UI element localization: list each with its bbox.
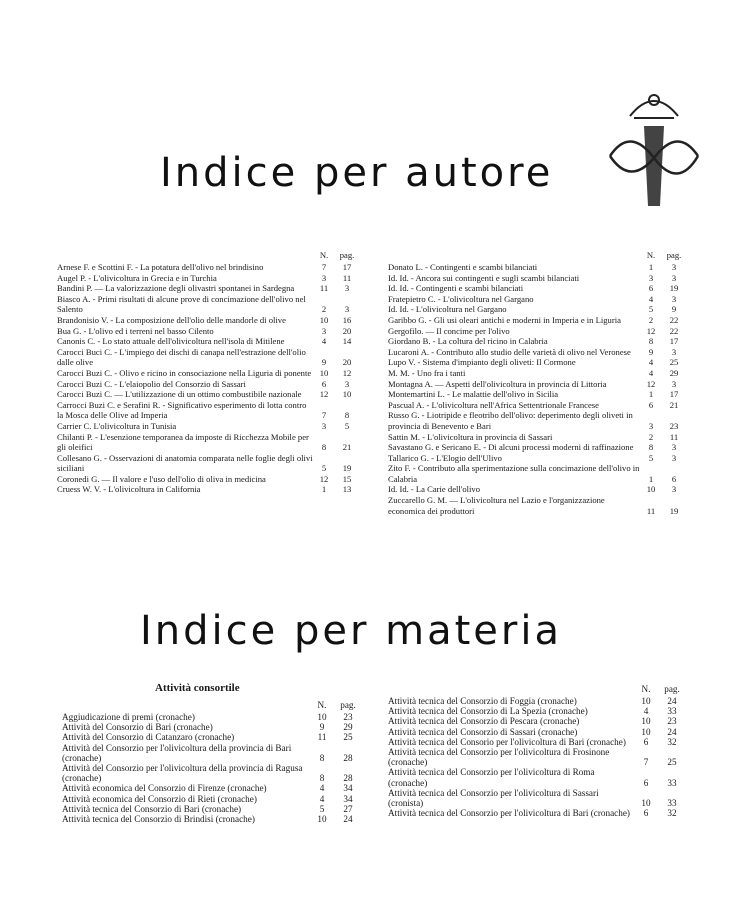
index-entry [388, 808, 686, 818]
entry-text: Attività del Consorzio di Catanzaro (cronache) [62, 732, 235, 743]
column-header-pag: pag. [666, 250, 682, 260]
entry-page-number: 29 [343, 722, 353, 733]
index-entry [388, 294, 686, 305]
index-entry [57, 379, 359, 390]
entry-text: Aggiudicazione di premi (cronache) [62, 712, 195, 722]
subject-index-left-column [62, 700, 362, 824]
index-entry [388, 326, 686, 337]
entry-page-number: 19 [669, 283, 679, 294]
entry-text: Attività tecnica del Consorzio di Foggia (cronache) [388, 696, 577, 706]
entry-issue-number: 3 [648, 272, 654, 283]
entry-issue-number: 1 [321, 484, 327, 495]
entry-page-number: 14 [342, 336, 352, 347]
entry-issue-number: 1 [648, 473, 654, 484]
entry-issue-number: 10 [641, 726, 651, 737]
entry-page-number: 17 [669, 336, 679, 347]
index-entry [62, 743, 362, 763]
index-entry [57, 484, 359, 495]
entry-text: Bandini P. — La valorizzazione degli olivastri spontanei in Sardegna [57, 283, 295, 294]
entry-page-number: 25 [669, 357, 679, 368]
entry-page-number: 20 [342, 325, 352, 336]
entry-page-number: 11 [342, 272, 352, 283]
index-entry [62, 732, 362, 742]
entry-text: Id. Id. - Contingenti e scambi bilanciati [388, 283, 524, 294]
entry-page-number: 24 [343, 814, 353, 825]
section-label: Attività consortile [155, 682, 240, 694]
column-header [62, 700, 362, 712]
entry-text: Carrier C. L'olivicoltura in Tunisia [57, 420, 177, 431]
entry-text: Fratepietro C. - L'olivicoltura nel Gargano [388, 293, 534, 304]
entry-page-number: 33 [667, 706, 677, 717]
entry-issue-number: 7 [643, 757, 649, 768]
entry-page-number: 24 [667, 726, 677, 737]
column-header-n: N. [319, 250, 329, 260]
index-entry [388, 336, 686, 347]
entry-page-number: 22 [669, 314, 679, 325]
index-entry [388, 737, 686, 747]
index-entry [62, 804, 362, 814]
entry-issue-number: 5 [648, 452, 654, 463]
entry-page-number: 3 [344, 283, 350, 294]
entry-text: Attività tecnica del Consorio per l'olivicoltura di Bari (cronache) [388, 736, 626, 747]
entry-page-number: 34 [343, 783, 353, 794]
entry-issue-number: 2 [321, 304, 327, 315]
entry-page-number: 25 [667, 757, 677, 768]
index-entry [62, 712, 362, 722]
entry-text: Gergofilo. — Il concime per l'olivo [388, 325, 510, 336]
index-entry [57, 262, 359, 273]
index-entry [57, 326, 359, 337]
entry-issue-number: 5 [648, 304, 654, 315]
index-entry [388, 463, 686, 484]
index-entry [388, 347, 686, 358]
entry-text: Carocci Buzi C. - L'elaiopolio del Consorzio di Sassari [57, 378, 246, 389]
entry-page-number: 19 [669, 505, 679, 516]
entry-page-number: 25 [343, 732, 353, 743]
entry-text: Pascual A. - L'olivicoltura nell'Africa Settentrionale Francese [388, 399, 599, 410]
index-entry [57, 315, 359, 326]
entry-text: Carrocci Buzi C. e Serafini R. - Significativo esperimento di lotta contro la Mosca delle Olive ad Imperia [57, 399, 307, 421]
index-entry [57, 336, 359, 347]
entry-issue-number: 11 [319, 283, 329, 294]
index-entry [388, 453, 686, 464]
entry-text: Brandonisio V. - La composizione dell'olio delle mandorle di olive [57, 314, 286, 325]
entry-text: Canonis C. - Lo stato attuale dell'olivicoltura nell'isola di Mitilene [57, 336, 285, 347]
entry-text: Zito F. - Contributo alla sperimentazione sulla concimazione dell'olivo in Calabria [388, 463, 640, 484]
entry-text: Id. Id. - Ancora sui contingenti e sugli scambi bilanciati [388, 272, 580, 283]
entry-text: Tallarico G. - L'Elogio dell'Ulivo [388, 452, 502, 463]
entry-issue-number: 6 [321, 378, 327, 389]
index-entry [57, 273, 359, 284]
entry-page-number: 5 [344, 420, 350, 431]
entry-issue-number: 8 [321, 442, 327, 453]
entry-issue-number: 2 [648, 314, 654, 325]
index-entry [388, 357, 686, 368]
entry-text: Cruess W. V. - L'olivicoltura in California [57, 484, 201, 495]
entry-page-number: 10 [342, 389, 352, 400]
index-entry [62, 763, 362, 783]
entry-page-number: 3 [344, 304, 350, 315]
entry-page-number: 3 [671, 293, 677, 304]
entry-text: Id. Id. - La Carie dell'olivo [388, 484, 480, 495]
entry-page-number: 15 [342, 473, 352, 484]
entry-page-number: 12 [342, 367, 352, 378]
entry-issue-number: 10 [646, 484, 656, 495]
index-entry [57, 421, 359, 432]
entry-page-number: 20 [342, 357, 352, 368]
entry-text: Montemartini L. - Le malattie dell'olivo in Sicilia [388, 389, 559, 400]
entry-issue-number: 4 [643, 706, 649, 717]
entry-page-number: 32 [667, 808, 677, 819]
entry-text: Augel P. - L'olivicoltura in Grecia e in Turchia [57, 272, 217, 283]
entry-page-number: 11 [669, 431, 679, 442]
entry-text: Attività tecnica del Consorzio di Brindisi (cronache) [62, 814, 255, 825]
entry-text: Carocci Buzi C. - Olivo e ricino in consociazione nella Liguria di ponente [57, 367, 312, 378]
index-entry [388, 379, 686, 390]
entry-text: Attività del Consorzio per l'olivicoltura della provincia di Ragusa (cronache) [62, 763, 303, 784]
entry-text: Attività tecnica del Consorzio per l'olivicoltura di Frosinone (cronache) [388, 747, 610, 768]
index-entry [57, 432, 359, 453]
index-entry [388, 283, 686, 294]
entry-issue-number: 4 [648, 367, 654, 378]
entry-issue-number: 2 [648, 431, 654, 442]
entry-issue-number: 10 [317, 712, 327, 722]
entry-page-number: 3 [671, 452, 677, 463]
entry-page-number: 19 [342, 463, 352, 474]
index-entry [388, 767, 686, 787]
column-header [57, 250, 359, 262]
entry-issue-number: 6 [648, 399, 654, 410]
entry-issue-number: 9 [319, 722, 325, 733]
entry-issue-number: 6 [643, 777, 649, 788]
index-entry [388, 727, 686, 737]
index-entry [388, 315, 686, 326]
author-index-right-column [388, 250, 686, 516]
index-entry [62, 722, 362, 732]
index-entry [388, 696, 686, 706]
entry-text: Collesano G. - Osservazioni di anatomia comparata nelle foglie degli olivi siciliani [57, 452, 313, 474]
entry-page-number: 29 [669, 367, 679, 378]
entry-issue-number: 12 [646, 378, 656, 389]
entry-text: Attività economica del Consorzio di Rieti (cronache) [62, 793, 257, 804]
index-entry [388, 747, 686, 767]
entry-text: Russo G. - Liotripide e fleotribo dell'olivo: deperimento degli oliveti in provincia di Benevento e Bari [388, 410, 633, 431]
page-title-autore: Indice per autore [160, 150, 554, 196]
index-entry [388, 368, 686, 379]
entry-text: Sattin M. - L'olivicoltura in provincia di Sassari [388, 431, 553, 442]
entry-issue-number: 6 [648, 283, 654, 294]
author-index-left-column [57, 250, 359, 495]
entry-issue-number: 1 [648, 262, 654, 272]
entry-text: Chilanti P. - L'esenzione temporanea da imposte di Ricchezza Mobile per gli oleifici [57, 431, 309, 453]
entry-text: Carocci Buci C. - L'impiego dei dischi di canapa nell'estrazione dell'olio dalle olive [57, 346, 306, 368]
entry-text: Montagna A. — Aspetti dell'olivicoltura in provincia di Littoria [388, 378, 607, 389]
entry-page-number: 24 [667, 696, 677, 706]
entry-issue-number: 4 [648, 357, 654, 368]
entry-page-number: 3 [671, 378, 677, 389]
entry-page-number: 6 [671, 473, 677, 484]
index-entry [57, 294, 359, 315]
entry-issue-number: 6 [643, 808, 649, 819]
index-entry [388, 484, 686, 495]
entry-page-number: 28 [343, 752, 353, 763]
index-entry [57, 389, 359, 400]
entry-issue-number: 10 [641, 696, 651, 706]
column-header-n: N. [317, 700, 327, 710]
entry-text: Attività tecnica del Consorzio per l'olivicoltura di Bari (cronache) [388, 808, 630, 819]
entry-text: Bua G. - L'olivo ed i terreni nel basso Cilento [57, 325, 214, 336]
entry-page-number: 8 [344, 410, 350, 421]
entry-page-number: 23 [669, 420, 679, 431]
entry-text: Savastano G. e Sericano E. - Di alcuni processi moderni di raffinazione [388, 442, 634, 453]
entry-issue-number: 10 [319, 367, 329, 378]
entry-page-number: 3 [671, 272, 677, 283]
entry-text: Lucaroni A. - Contributo allo studio delle varietà di olivo nel Veronese [388, 346, 631, 357]
index-entry [388, 304, 686, 315]
entry-page-number: 23 [343, 712, 353, 722]
entry-issue-number: 12 [319, 473, 329, 484]
entry-text: Lupo V. - Sistema d'impianto degli oliveti: Il Cormone [388, 357, 576, 368]
index-entry [388, 389, 686, 400]
entry-text: Attività economica del Consorzio di Firenze (cronache) [62, 783, 267, 794]
entry-text: Arnese F. e Scottini F. - La potatura dell'olivo nel brindisino [57, 262, 264, 272]
index-entry [57, 368, 359, 379]
page-title-materia: Indice per materia [140, 608, 562, 654]
entry-text: Attività tecnica del Consorzio di Sassari (cronache) [388, 726, 578, 737]
entry-issue-number: 4 [319, 793, 325, 804]
index-entry [388, 706, 686, 716]
index-entry [388, 432, 686, 443]
entry-issue-number: 3 [321, 325, 327, 336]
index-entry [57, 474, 359, 485]
entry-text: Attività del Consorzio per l'olivicoltura della provincia di Bari (cronache) [62, 742, 292, 763]
entry-page-number: 3 [671, 262, 677, 272]
index-entry [62, 783, 362, 793]
entry-issue-number: 11 [646, 505, 656, 516]
entry-page-number: 32 [667, 736, 677, 747]
column-header [388, 250, 686, 262]
entry-page-number: 34 [343, 793, 353, 804]
crest-emblem-icon [600, 86, 708, 216]
entry-issue-number: 11 [317, 732, 327, 743]
entry-issue-number: 12 [319, 389, 329, 400]
entry-issue-number: 7 [321, 410, 327, 421]
entry-page-number: 33 [667, 777, 677, 788]
entry-issue-number: 12 [646, 325, 656, 336]
entry-issue-number: 10 [641, 798, 651, 809]
entry-issue-number: 10 [317, 814, 327, 825]
entry-issue-number: 5 [319, 803, 325, 814]
entry-page-number: 22 [669, 325, 679, 336]
index-entry [388, 410, 686, 431]
column-header-n: N. [646, 250, 656, 260]
entry-page-number: 3 [671, 346, 677, 357]
entry-issue-number: 3 [321, 420, 327, 431]
entry-text: Attività tecnica del Consorzio di Pescara (cronache) [388, 716, 580, 727]
index-entry [388, 400, 686, 411]
entry-issue-number: 8 [319, 752, 325, 763]
entry-page-number: 9 [671, 304, 677, 315]
entry-page-number: 13 [342, 484, 352, 495]
entry-issue-number: 3 [648, 420, 654, 431]
entry-text: Donato L. - Contingenti e scambi bilanciati [388, 262, 538, 272]
entry-issue-number: 10 [641, 716, 651, 727]
subject-index-right-column [388, 684, 686, 818]
entry-text: Giordano B. - La coltura del ricino in Calabria [388, 336, 548, 347]
entry-issue-number: 8 [648, 336, 654, 347]
entry-issue-number: 4 [648, 293, 654, 304]
entry-text: Coronedi G. — Il valore e l'uso dell'olio di oliva in medicina [57, 473, 266, 484]
entry-page-number: 27 [343, 803, 353, 814]
entry-page-number: 21 [669, 399, 679, 410]
entry-issue-number: 4 [319, 783, 325, 794]
entry-page-number: 17 [669, 389, 679, 400]
entry-text: Zuccarello G. M. — L'olivicoltura nel Lazio e l'organizzazione economica dei produttori [388, 495, 605, 516]
entry-issue-number: 9 [648, 346, 654, 357]
entry-text: Attività tecnica del Consorzio per l'olivicoltura di Sassari (cronista) [388, 787, 599, 809]
column-header-pag: pag. [340, 700, 356, 710]
column-header-pag: pag. [339, 250, 355, 260]
entry-page-number: 3 [671, 442, 677, 453]
entry-page-number: 33 [667, 798, 677, 809]
entry-text: Attività tecnica del Consorzio di La Spezia (cronache) [388, 706, 588, 717]
index-entry [388, 495, 686, 516]
entry-text: Attività tecnica del Consorzio per l'olivicoltura di Roma (cronache) [388, 767, 595, 788]
entry-text: Attività tecnica del Consorzio di Bari (cronache) [62, 803, 242, 814]
entry-text: Biasco A. - Primi risultati di alcune prove di concimazione dell'olivo nel Salento [57, 293, 306, 315]
entry-page-number: 3 [344, 378, 350, 389]
entry-issue-number: 4 [321, 336, 327, 347]
entry-issue-number: 9 [321, 357, 327, 368]
index-entry [57, 347, 359, 368]
entry-issue-number: 10 [319, 314, 329, 325]
index-entry [388, 716, 686, 726]
entry-text: Attività del Consorzio di Bari (cronache) [62, 722, 213, 733]
entry-text: Garibbo G. - Gli usi oleari antichi e moderni in Imperia e in Liguria [388, 314, 621, 325]
entry-issue-number: 8 [319, 773, 325, 784]
entry-text: Carocci Buzi C. — L'utilizzazione di un ottimo combustibile nazionale [57, 389, 302, 400]
index-entry [57, 453, 359, 474]
index-entry [388, 262, 686, 273]
entry-issue-number: 1 [648, 389, 654, 400]
entry-text: M. M. - Uno fra i tanti [388, 367, 466, 378]
entry-page-number: 23 [667, 716, 677, 727]
entry-page-number: 16 [342, 314, 352, 325]
index-entry [62, 814, 362, 824]
index-entry [388, 788, 686, 808]
column-header-n: N. [641, 684, 651, 694]
entry-text: Id. Id. - L'olivicoltura nel Gargano [388, 304, 507, 315]
entry-page-number: 21 [342, 442, 352, 453]
entry-issue-number: 7 [321, 262, 327, 272]
entry-page-number: 3 [671, 484, 677, 495]
column-header-pag: pag. [664, 684, 680, 694]
entry-page-number: 17 [342, 262, 352, 272]
index-entry [62, 794, 362, 804]
index-entry [388, 442, 686, 453]
entry-issue-number: 3 [321, 272, 327, 283]
entry-issue-number: 6 [643, 736, 649, 747]
index-entry [57, 400, 359, 421]
entry-page-number: 28 [343, 773, 353, 784]
index-entry [388, 273, 686, 284]
column-header [388, 684, 686, 696]
index-entry [57, 283, 359, 294]
entry-issue-number: 5 [321, 463, 327, 474]
entry-issue-number: 8 [648, 442, 654, 453]
